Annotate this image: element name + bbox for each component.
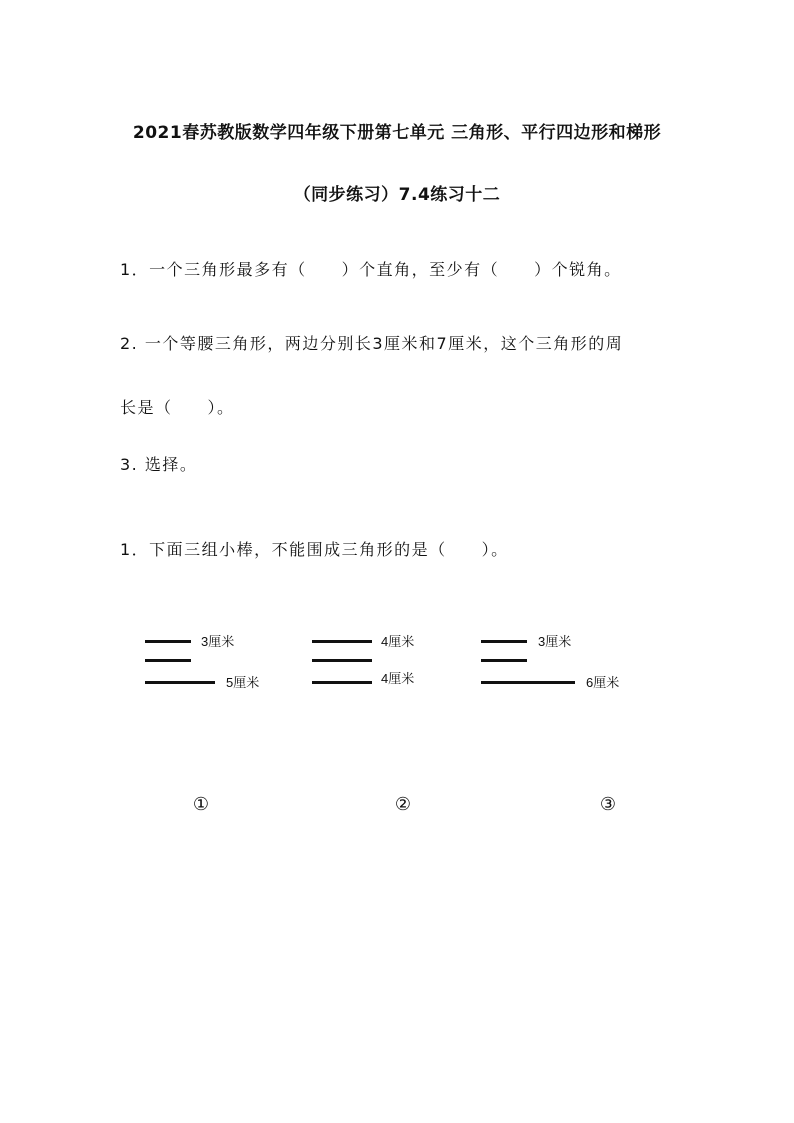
- stick-group2-label1: 4厘米: [381, 634, 415, 649]
- stick-group2-stick1: [312, 640, 372, 643]
- stick-group1-label1: 3厘米: [201, 634, 235, 649]
- document-title-line1: 2021春苏教版数学四年级下册第七单元 三角形、平行四边形和梯形: [132, 123, 662, 143]
- stick-group3-label1: 3厘米: [538, 634, 572, 649]
- stick-group3-stick3: [481, 681, 575, 684]
- option-1-label: ①: [192, 794, 210, 815]
- stick-group1-stick3: [145, 681, 215, 684]
- stick-group3-stick2: [481, 659, 527, 662]
- question-2-line2: 长是（ ）。: [120, 398, 235, 417]
- stick-group2-stick3: [312, 681, 372, 684]
- question-3: 3. 选择。: [120, 455, 198, 474]
- document-title-line2: （同步练习）7.4练习十二: [293, 185, 501, 205]
- stick-group2-label3: 4厘米: [381, 671, 415, 686]
- stick-group3-stick1: [481, 640, 527, 643]
- option-3-label: ③: [599, 794, 617, 815]
- question-3-sub-1: 1．下面三组小棒，不能围成三角形的是（ ）。: [120, 540, 509, 559]
- stick-group2-stick2: [312, 659, 372, 662]
- stick-group1-stick2: [145, 659, 191, 662]
- stick-group1-stick1: [145, 640, 191, 643]
- question-2-line1: 2. 一个等腰三角形，两边分别长3厘米和7厘米，这个三角形的周: [120, 334, 624, 353]
- stick-group1-label3: 5厘米: [226, 675, 260, 690]
- stick-group3-label3: 6厘米: [586, 675, 620, 690]
- option-2-label: ②: [394, 794, 412, 815]
- question-1: 1．一个三角形最多有（ ）个直角，至少有（ ）个锐角。: [120, 260, 622, 279]
